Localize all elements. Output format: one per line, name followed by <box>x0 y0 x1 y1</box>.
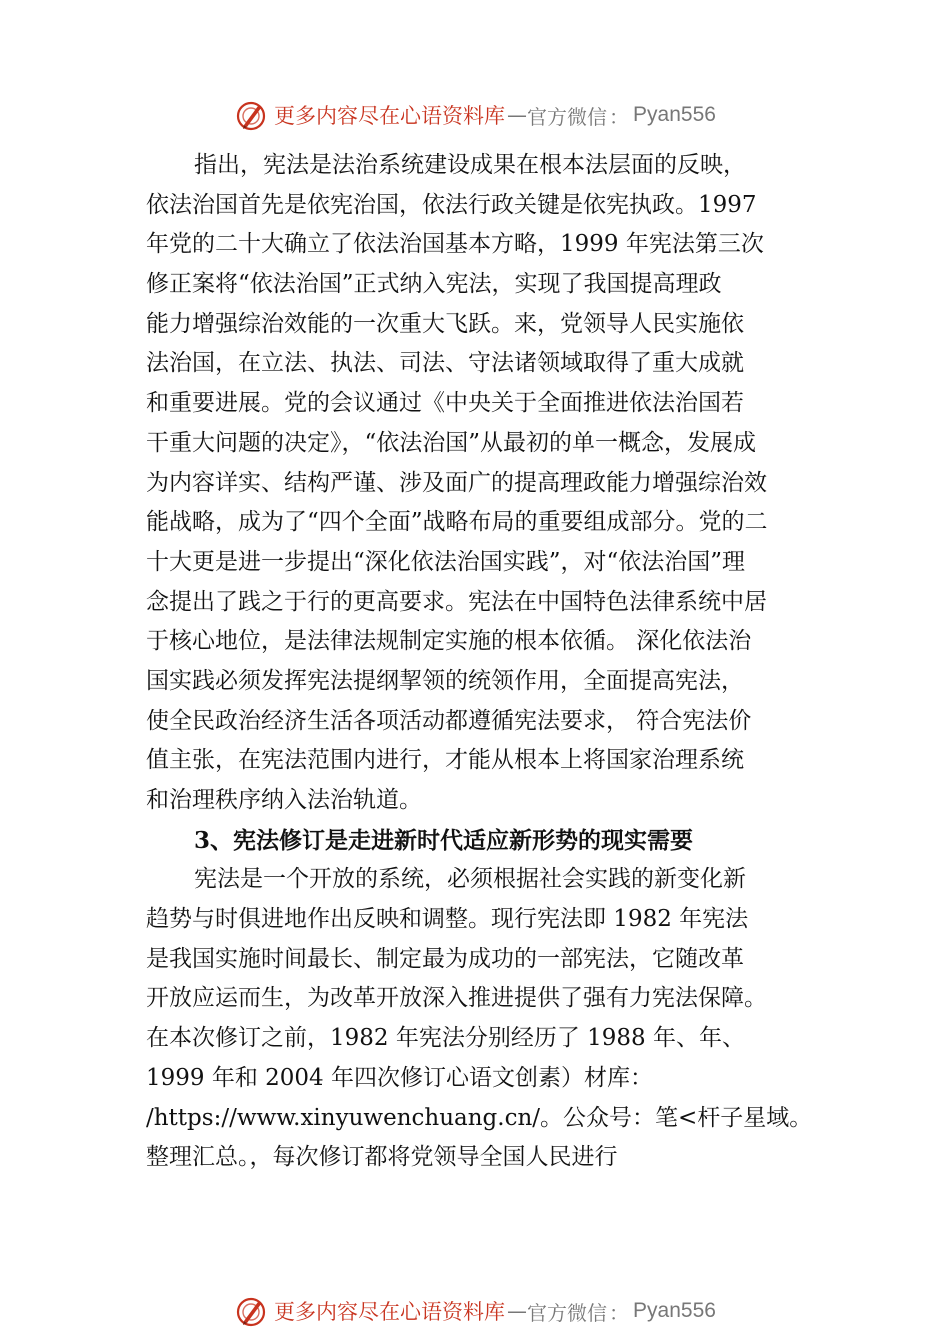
body-line: 使全民政治经济生活各项活动都遵循宪法要求， 符合宪法价 <box>146 707 752 734</box>
body-line: 依法治国首先是依宪治国，依法行政关键是依宪执政。1997 <box>146 191 757 218</box>
footer-promo-text: 更多内容尽在心语资料库 <box>274 1300 506 1324</box>
header-wechat-label: 官方微信 <box>527 104 608 129</box>
body-line: 宪法是一个开放的系统，必须根据社会实践的新变化新 <box>194 866 746 893</box>
header-banner <box>0 95 950 135</box>
body-line: 和治理秩序纳入法治轨道。 <box>146 787 422 813</box>
body-line: 干重大问题的决定》，“依法治国”从最初的单一概念，发展成 <box>146 429 757 456</box>
section-heading: 3、宪法修订是走进新时代适应新形势的现实需要 <box>194 826 694 854</box>
body-line: 法治国，在立法、执法、司法、守法诸领域取得了重大成就 <box>146 350 744 377</box>
pen-logo-icon <box>234 1294 268 1328</box>
footer-colon: ： <box>609 1300 630 1325</box>
body-line: 整理汇总。，每次修订都将党领导全国人民进行 <box>146 1144 618 1171</box>
body-line: 值主张，在宪法范围内进行，才能从根本上将国家治理系统 <box>146 747 744 774</box>
body-line: 和重要进展。党的会议通过《中央关于全面推进依法治国若 <box>146 390 744 417</box>
body-line: 指出，宪法是法治系统建设成果在根本法层面的反映， <box>194 152 746 178</box>
body-line: 1999 年和 2004 年四次修订心语文创素）材库： <box>146 1064 653 1091</box>
body-line: 于核心地位，是法律法规制定实施的根本依循。 深化依法治 <box>146 628 752 655</box>
body-line: 十大更是进一步提出“深化依法治国实践”，对“依法治国”理 <box>146 548 746 575</box>
body-line: 年党的二十大确立了依法治国基本方略，1999 年宪法第三次 <box>146 231 764 258</box>
header-colon: ： <box>609 104 630 129</box>
body-line: 在本次修订之前，1982 年宪法分别经历了 1988 年、年、 <box>146 1025 745 1052</box>
body-line: 修正案将“依法治国”正式纳入宪法，实现了我国提高理政 <box>146 271 722 298</box>
footer-wechat-id: Pyan556 <box>633 1299 716 1322</box>
document-body <box>146 146 816 1178</box>
body-line: /https://www.xinyuwenchuang.cn/。公众号：笔<杆子星域。 <box>146 1104 813 1131</box>
body-line: 念提出了践之于行的更高要求。宪法在中国特色法律系统中居 <box>146 588 767 615</box>
header-promo-text: 更多内容尽在心语资料库 <box>274 104 506 128</box>
footer-separator: — <box>507 1299 528 1323</box>
footer-banner <box>0 1291 950 1331</box>
body-line: 国实践必须发挥宪法提纲挈领的统领作用，全面提高宪法， <box>146 667 744 694</box>
pen-logo-icon <box>234 98 268 132</box>
body-line: 趋势与时俱进地作出反映和调整。现行宪法即 1982 年宪法 <box>146 906 749 933</box>
header-separator: — <box>507 103 528 127</box>
footer-wechat-label: 官方微信 <box>527 1300 608 1325</box>
body-line: 是我国实施时间最长、制定最为成功的一部宪法，它随改革 <box>146 945 744 972</box>
body-line: 能战略，成为了“四个全面”战略布局的重要组成部分。党的二 <box>146 509 768 536</box>
body-line: 为内容详实、结构严谨、涉及面广的提高理政能力增强综治效 <box>146 469 767 496</box>
body-line: 开放应运而生，为改革开放深入推进提供了强有力宪法保障。 <box>146 985 767 1012</box>
body-line: 能力增强综治效能的一次重大飞跃。来，党领导人民实施依 <box>146 310 744 337</box>
header-wechat-id: Pyan556 <box>633 103 716 126</box>
